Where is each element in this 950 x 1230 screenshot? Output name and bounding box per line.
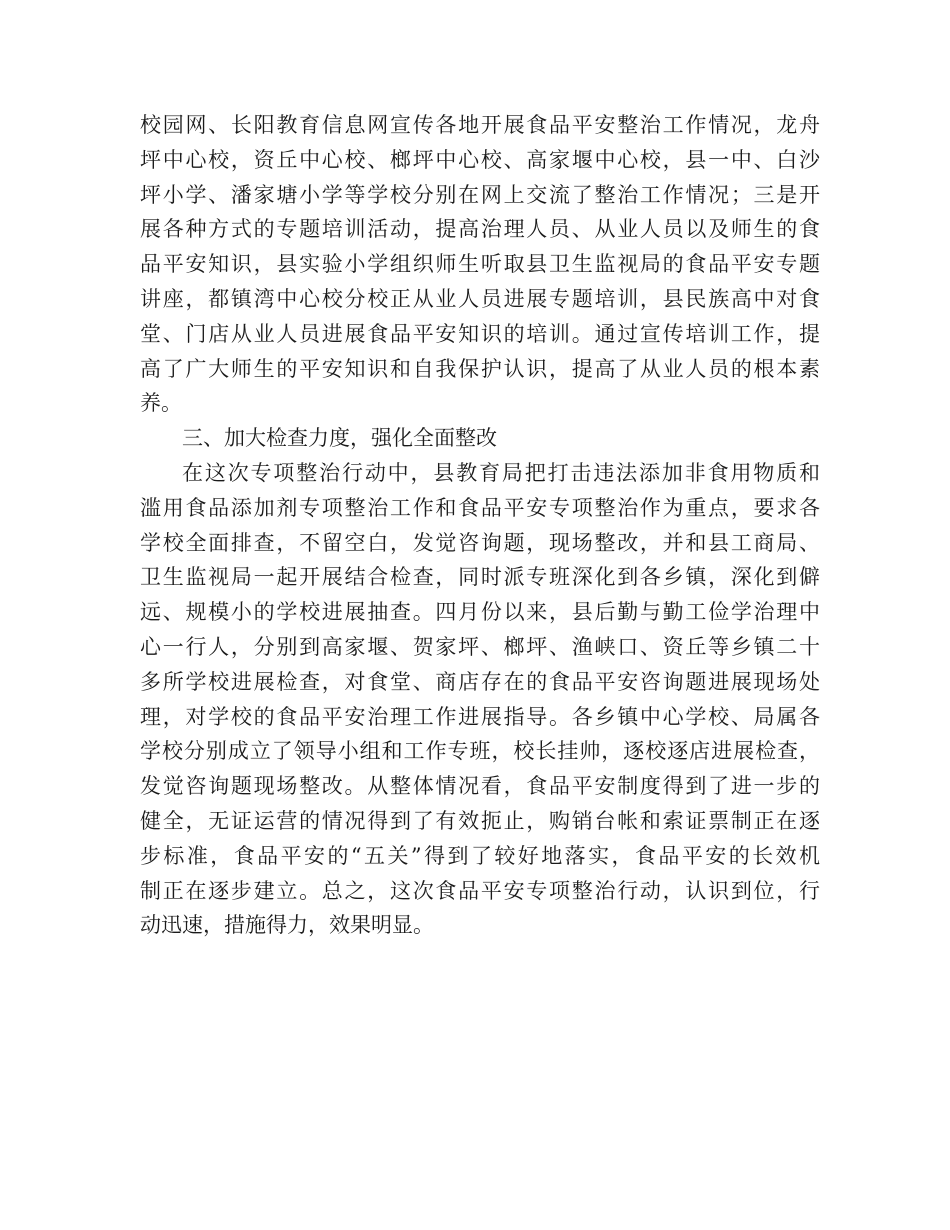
text-line: 在这次专项整治行动中，县教育局把打击违法添加非食用物质和: [182, 460, 820, 485]
text-line: 学校分别成立了领导小组和工作专班，校长挂帅，逐校逐店进展检查，: [140, 739, 820, 764]
text-line: 理，对学校的食品平安治理工作进展指导。各乡镇中心学校、局属各: [140, 704, 820, 729]
paragraph-inspection-rectification: [140, 456, 820, 943]
text-line: 滥用食品添加剂专项整治工作和食品平安专项整治作为重点，要求各: [140, 495, 820, 520]
text-line: 卫生监视局一起开展结合检查，同时派专班深化到各乡镇，深化到僻: [140, 565, 820, 590]
text-line: 制正在逐步建立。总之，这次食品平安专项整治行动，认识到位，行: [140, 878, 820, 903]
text-line: 远、规模小的学校进展抽查。四月份以来，县后勤与勤工俭学治理中: [140, 600, 820, 625]
text-line: 坪小学、潘家塘小学等学校分别在网上交流了整治工作情况；三是开: [140, 182, 820, 207]
section-heading: 三、加大检查力度，强化全面整改: [182, 426, 497, 451]
text-line: 展各种方式的专题培训活动，提高治理人员、从业人员以及师生的食: [140, 217, 820, 242]
document-body: [140, 108, 820, 943]
text-line: 品平安知识，县实验小学组织师生听取县卫生监视局的食品平安专题: [140, 252, 820, 277]
text-line: 动迅速，措施得力，效果明显。: [140, 913, 434, 938]
text-line: 校园网、长阳教育信息网宣传各地开展食品平安整治工作情况，龙舟: [140, 113, 820, 137]
text-line: 多所学校进展检查，对食堂、商店存在的食品平安咨询题进展现场处: [140, 669, 820, 694]
text-line: 步标准，食品平安的“五关”得到了较好地落实，食品平安的长效机: [140, 843, 820, 868]
text-line: 高了广大师生的平安知识和自我保护认识，提高了从业人员的根本素: [140, 356, 820, 381]
text-line: 心一行人，分别到高家堰、贺家坪、榔坪、渔峡口、资丘等乡镇二十: [140, 634, 820, 659]
text-line: 堂、门店从业人员进展食品平安知识的培训。通过宣传培训工作，提: [140, 321, 820, 346]
paragraph-publicity-training: [140, 108, 820, 421]
text-line: 讲座，都镇湾中心校分校正从业人员进展专题培训，县民族高中对食: [140, 286, 820, 311]
text-line: 学校全面排查，不留空白，发觉咨询题，现场整改，并和县工商局、: [140, 530, 820, 555]
text-line: 发觉咨询题现场整改。从整体情况看，食品平安制度得到了进一步的: [140, 774, 820, 799]
text-line: 坪中心校，资丘中心校、榔坪中心校、高家堰中心校，县一中、白沙: [140, 147, 820, 172]
text-line: 养。: [140, 391, 182, 416]
text-line: 健全，无证运营的情况得到了有效扼止，购销台帐和索证票制正在逐: [140, 808, 820, 833]
